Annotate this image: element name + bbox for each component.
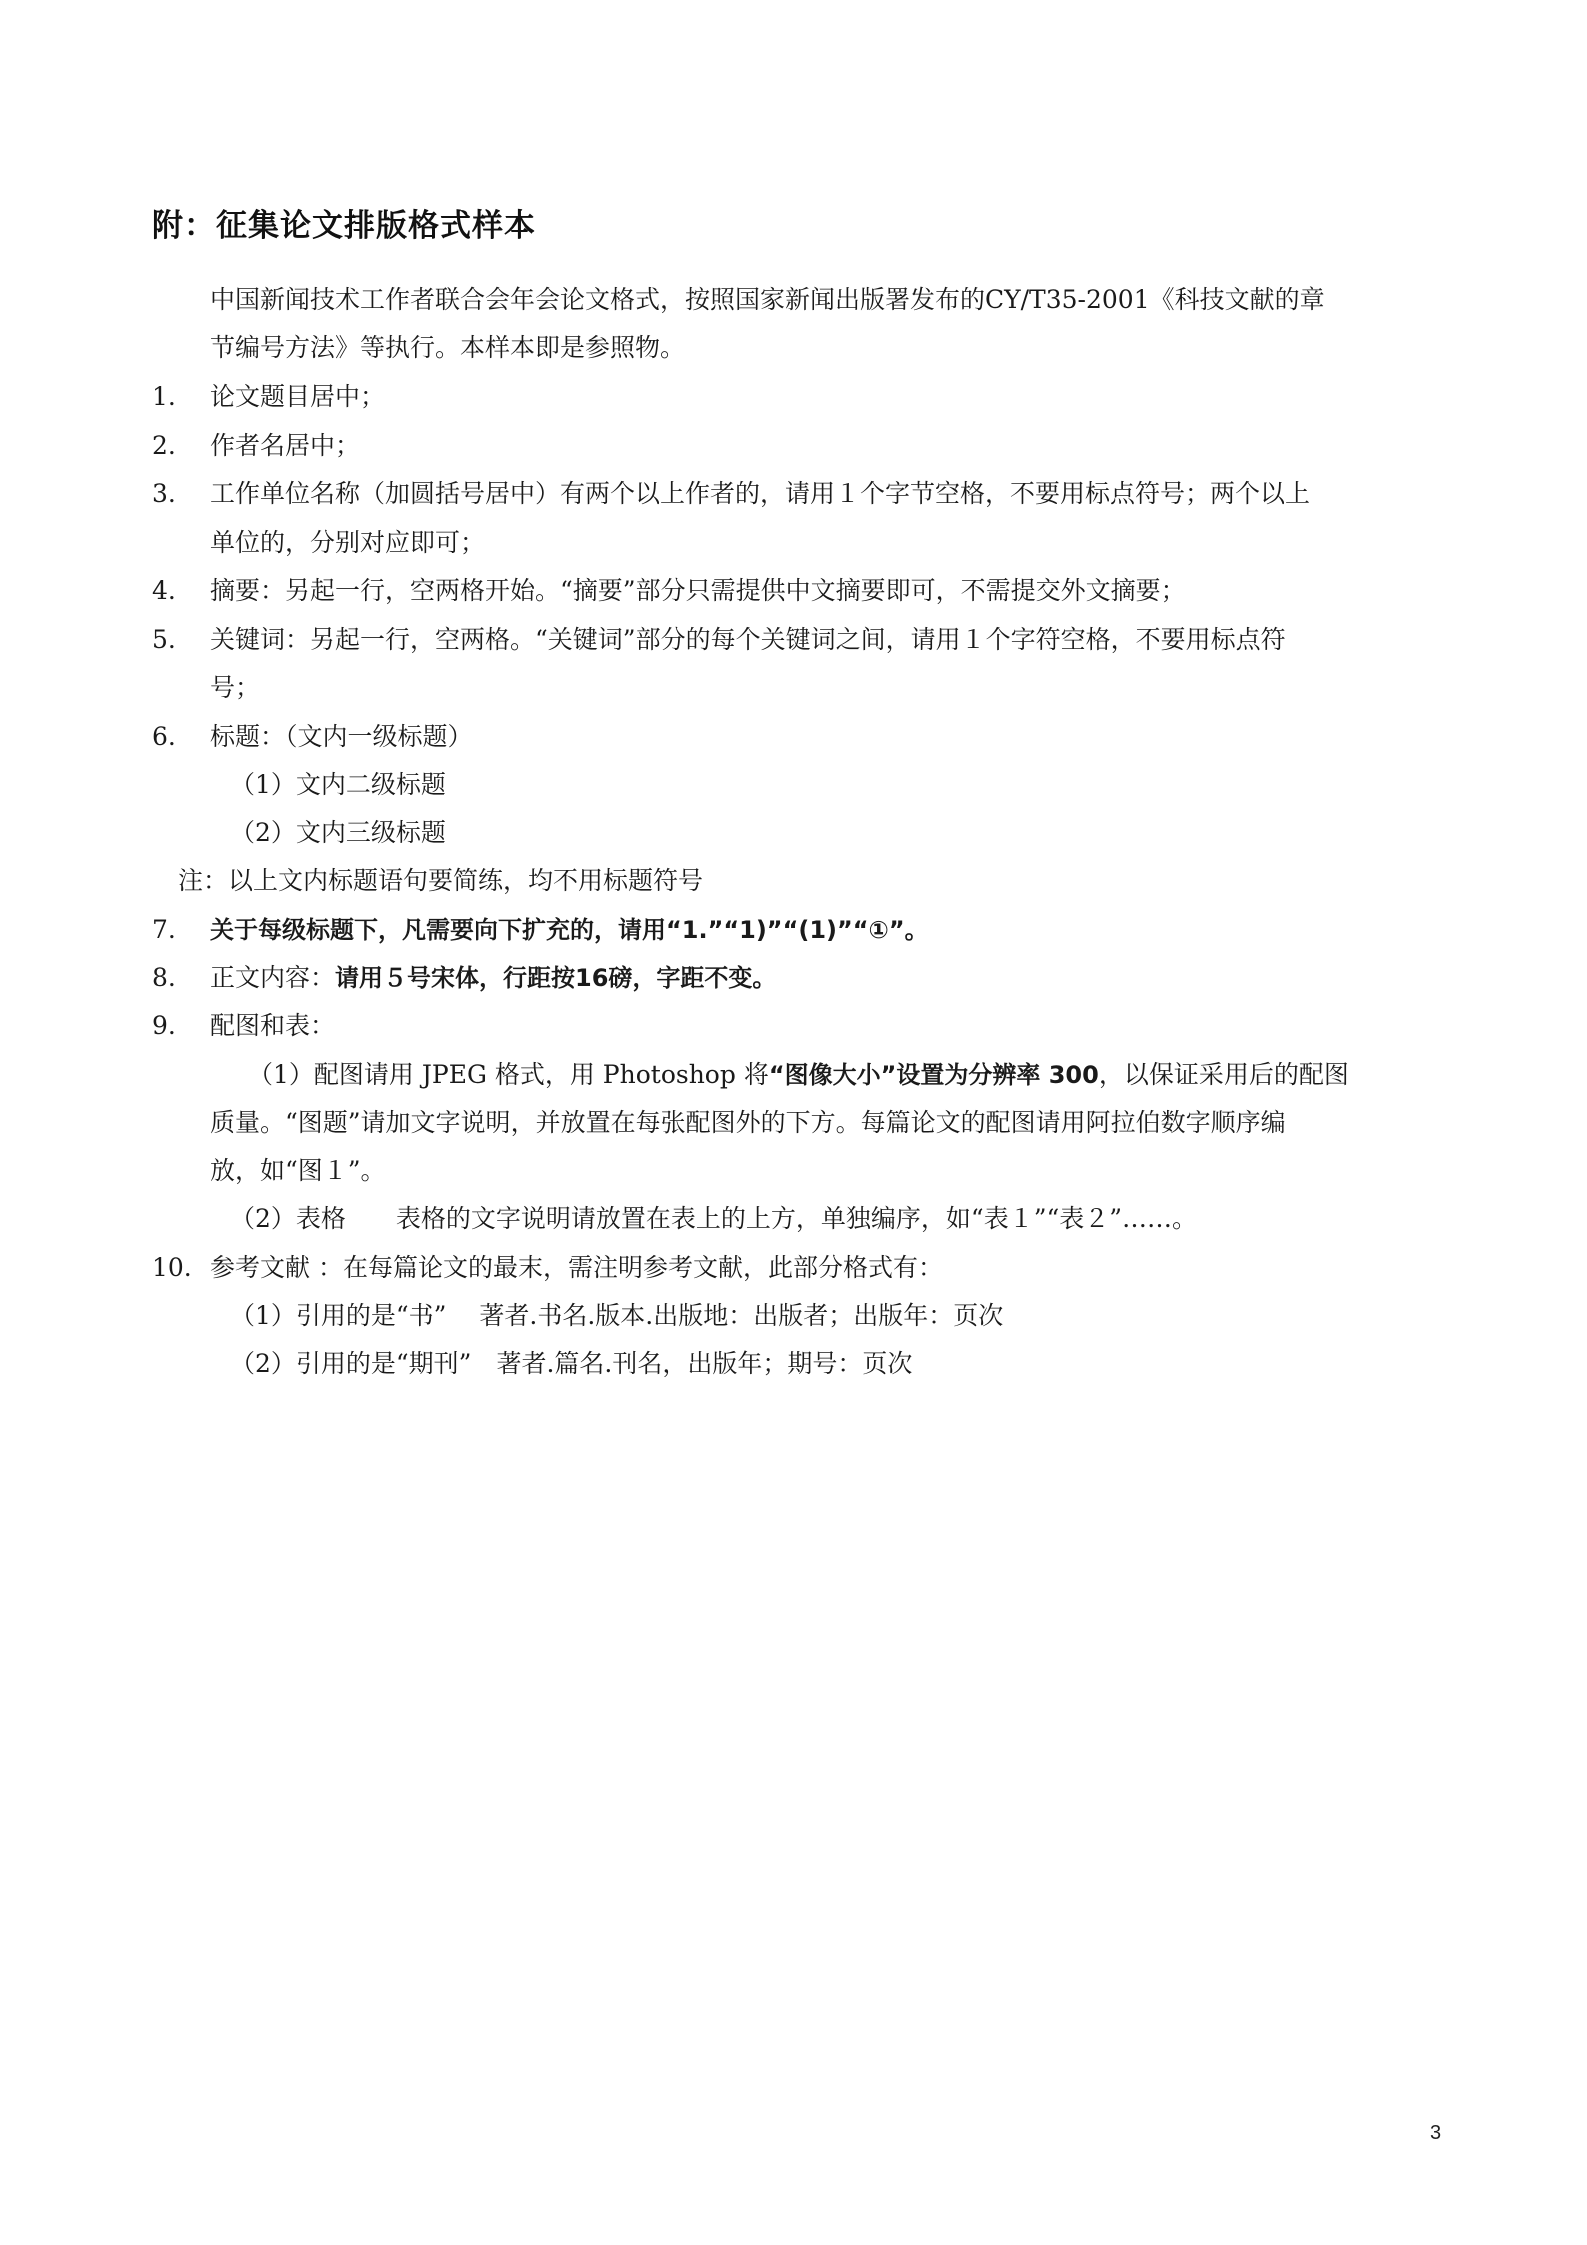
item-text-continued: 号； (210, 673, 261, 702)
item-number: 1. (152, 382, 176, 411)
item-number: 2. (152, 431, 176, 460)
item-text: 工作单位名称（加圆括号居中）有两个以上作者的，请用１个字节空格，不要用标点符号；两个以上 (210, 479, 1311, 508)
item-number: 4. (152, 576, 176, 605)
item-number: 5. (152, 625, 176, 654)
item-text: 参考文献 ：在每篇论文的最末，需注明参考文献，此部分格式有： (210, 1253, 943, 1282)
reference-format-book: （1）引用的是“书” 著者.书名.版本.出版地：出版者；出版年：页次 (230, 1301, 1004, 1330)
item-text: 论文题目居中； (210, 382, 386, 411)
page-title: 附：征集论文排版格式样本 (152, 208, 536, 244)
figure-rule-line-3: 放，如“图１”。 (210, 1156, 386, 1185)
item-number: 6. (152, 722, 176, 751)
page-number: 3 (1430, 2122, 1442, 2144)
item-text: 作者名居中； (210, 431, 361, 460)
figure-rule-line-2: 质量。“图题”请加文字说明，并放置在每张配图外的下方。每篇论文的配图请用阿拉伯数字顺序编 (210, 1108, 1286, 1137)
item-text-continued: 单位的，分别对应即可； (210, 528, 486, 557)
heading-note: 注：以上文内标题语句要简练，均不用标题符号 (178, 866, 704, 895)
item-number: 9. (152, 1011, 176, 1040)
sub-heading-level-3: （2）文内三级标题 (230, 818, 446, 847)
figure-rule-part: ，以保证采用后的配图 (1098, 1060, 1349, 1089)
item-number: 10. (152, 1253, 192, 1282)
item-number: 3. (152, 479, 176, 508)
item-text: 摘要：另起一行，空两格开始。“摘要”部分只需提供中文摘要即可，不需提交外文摘要； (210, 576, 1186, 605)
reference-format-journal: （2）引用的是“期刊” 著者.篇名.刊名，出版年；期号：页次 (230, 1349, 913, 1378)
item-text: 配图和表： (210, 1011, 336, 1040)
table-rule: （2）表格 表格的文字说明请放置在表上的上方，单独编序，如“表１”“表２”……。 (230, 1204, 1198, 1233)
item-text-bold: 关于每级标题下，凡需要向下扩充的，请用“1.”“1)”“(1)”“①”。 (210, 916, 929, 944)
figure-rule-line-1 (248, 1060, 1349, 1090)
item-number: 7. (152, 915, 176, 944)
item-text: 标题：（文内一级标题） (210, 722, 473, 751)
figure-rule-bold: “图像大小”设置为分辨率 300 (768, 1061, 1099, 1089)
item-text (210, 963, 776, 993)
item-text-label: 正文内容： (210, 963, 336, 992)
item-text: 关键词：另起一行，空两格。“关键词”部分的每个关键词之间，请用１个字符空格，不要用标点符 (210, 625, 1286, 654)
intro-line-1: 中国新闻技术工作者联合会年会论文格式，按照国家新闻出版署发布的CY/T35-2001《科技文献的章 (210, 285, 1325, 314)
figure-rule-part: （1）配图请用 JPEG 格式，用 Photoshop 将 (248, 1060, 769, 1089)
item-text-bold: 请用５号宋体，行距按16磅，字距不变。 (335, 964, 777, 992)
item-number: 8. (152, 963, 176, 992)
intro-line-2: 节编号方法》等执行。本样本即是参照物。 (210, 333, 686, 362)
sub-heading-level-2: （1）文内二级标题 (230, 770, 446, 799)
